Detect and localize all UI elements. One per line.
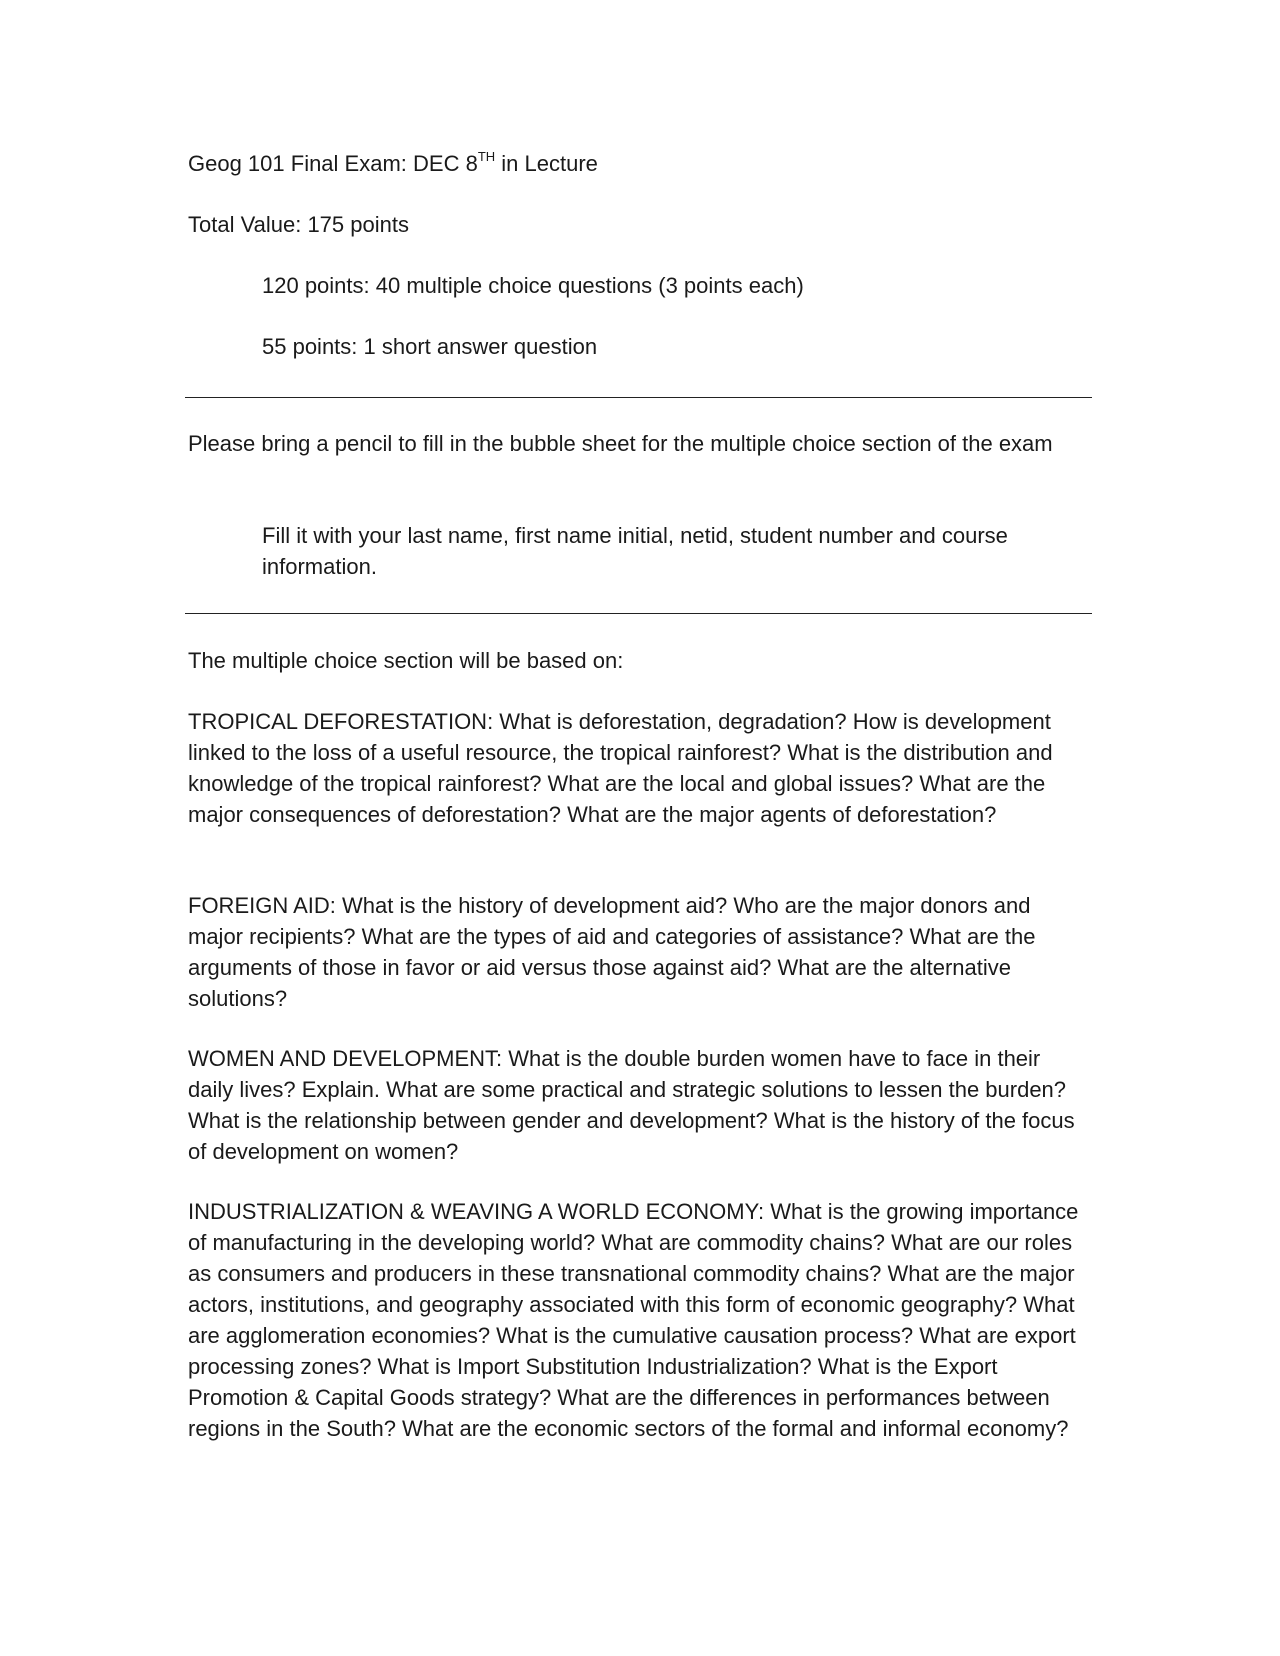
topic-women-and-development — [188, 1043, 1088, 1167]
exam-title-main: Geog 101 Final Exam: DEC 8 — [188, 151, 478, 176]
topic-text: What is deforestation, degradation? How is development linked to the loss of a useful resource, the tropical rainforest? What is the distribution and knowledge of the tropical rainforest? What are the local and global issues? What are the major consequences of deforestation? What are the major agents of deforestation? — [188, 709, 1053, 827]
section-divider — [185, 613, 1092, 614]
total-value: Total Value: 175 points — [188, 212, 409, 237]
topic-label: TROPICAL DEFORESTATION: — [188, 709, 494, 734]
topic-text: What is the history of development aid? Who are the major donors and major recipients? What are the types of aid and categories of assistance? What are the arguments of those in favor or aid versus those against aid? What are the alternative solutions? — [188, 893, 1036, 1011]
section-divider — [185, 397, 1092, 398]
topic-tropical-deforestation — [188, 706, 1088, 830]
bubble-sheet-instructions: Fill it with your last name, first name initial, netid, student number and course information. — [262, 523, 1008, 579]
points-multiple-choice: 120 points: 40 multiple choice questions (3 points each) — [262, 273, 804, 298]
topic-foreign-aid — [188, 890, 1088, 1014]
topic-label: INDUSTRIALIZATION & WEAVING A WORLD ECONOMY: — [188, 1199, 765, 1224]
exam-title-suffix: in Lecture — [495, 151, 598, 176]
multiple-choice-intro: The multiple choice section will be based on: — [188, 648, 624, 673]
exam-title — [188, 148, 1088, 179]
topic-text: What is the growing importance of manufacturing in the developing world? What are commodity chains? What are our roles as consumers and producers in these transnational commodity chains? What are the major actors, institutions, and geography associated with this form of economic geography? What are agglomeration economies? What is the cumulative causation process? What are export processing zones? What is Import Substitution Industrialization? What is the Export Promotion & Capital Goods strategy? What are the differences in performances between regions in the South? What are the economic sectors of the formal and informal economy? — [188, 1199, 1079, 1441]
topic-label: FOREIGN AID: — [188, 893, 336, 918]
points-short-answer: 55 points: 1 short answer question — [262, 334, 598, 359]
exam-title-superscript: TH — [477, 148, 496, 164]
topic-industrialization — [188, 1196, 1088, 1444]
topic-label: WOMEN AND DEVELOPMENT: — [188, 1046, 503, 1071]
pencil-instructions: Please bring a pencil to fill in the bubble sheet for the multiple choice section of the exam — [188, 431, 1053, 456]
topic-text: What is the double burden women have to face in their daily lives? Explain. What are some practical and strategic solutions to lessen the burden? What is the relationship between gender and development? What is the history of the focus of development on women? — [188, 1046, 1075, 1164]
